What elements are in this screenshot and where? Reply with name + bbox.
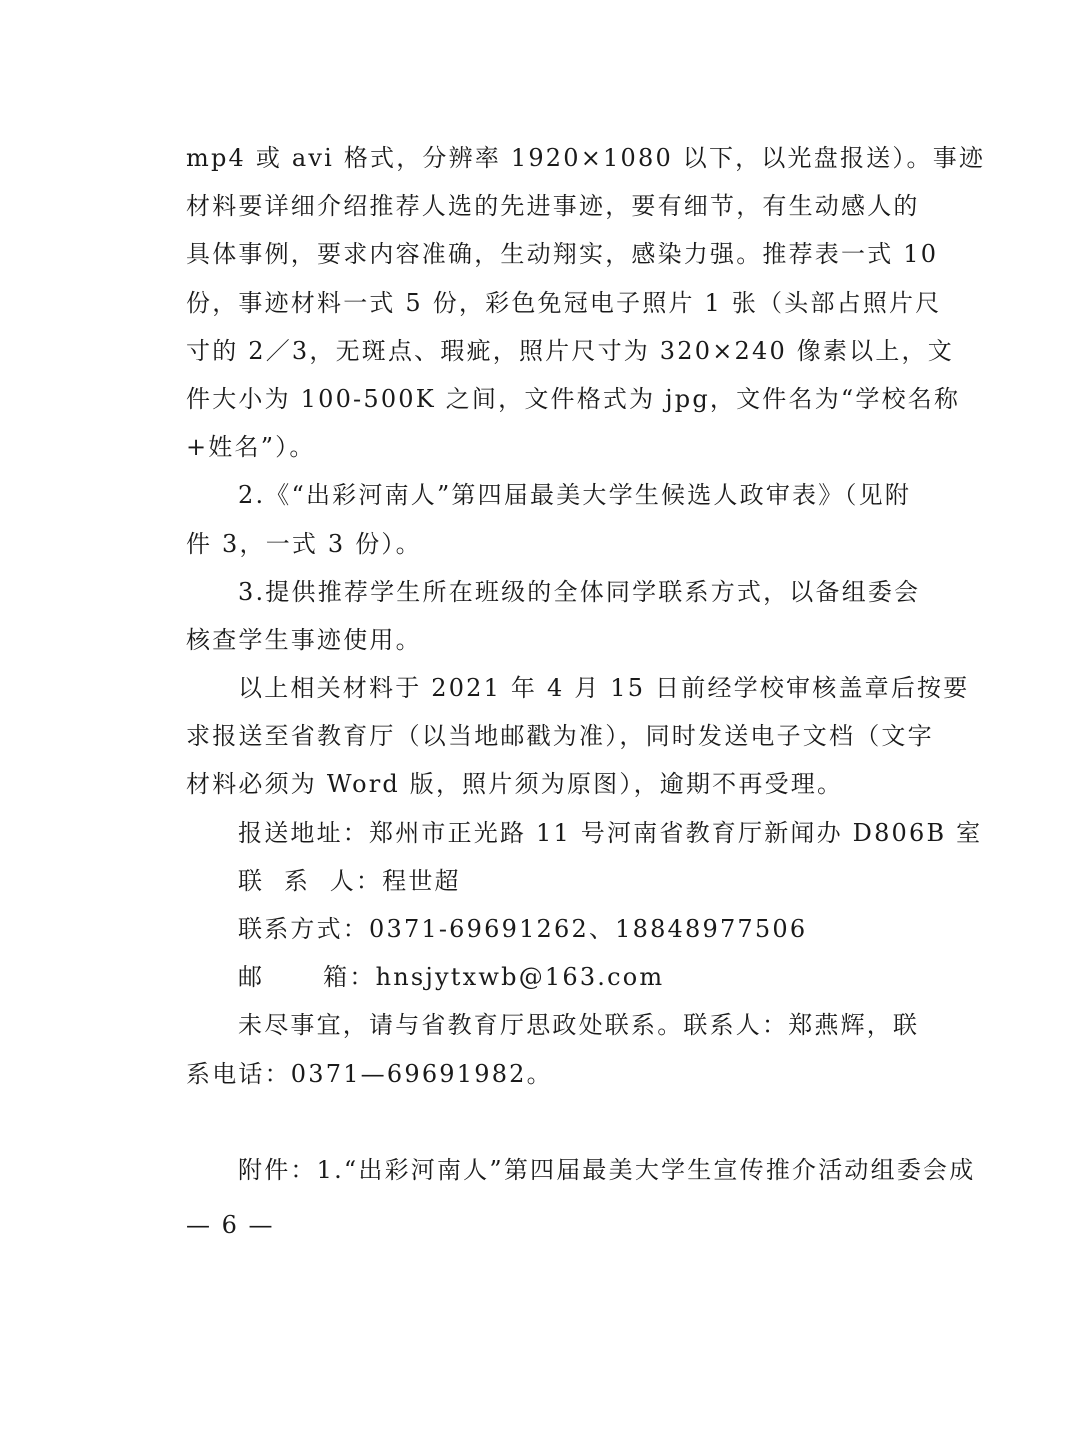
contact-person-line: 联 系 人：程世超 <box>238 866 461 895</box>
paragraph-line: 系电话：0371—69691982。 <box>186 1059 553 1088</box>
email-line: 邮 箱：hnsjytxwb@163.com <box>238 963 665 992</box>
paragraph-line: 核查学生事迹使用。 <box>186 625 422 654</box>
document-body <box>186 134 986 1194</box>
address-line: 报送地址：郑州市正光路 11 号河南省教育厅新闻办 D806B 室 <box>238 818 983 847</box>
paragraph-line: 件 3，一式 3 份）。 <box>186 529 422 558</box>
attachment-line: 附件：1.“出彩河南人”第四届最美大学生宣传推介活动组委会成 <box>238 1155 976 1184</box>
contact-phone-line: 联系方式：0371-69691262、18848977506 <box>238 915 808 943</box>
paragraph-line: 求报送至省教育厅（以当地邮戳为准），同时发送电子文档（文字 <box>186 722 934 751</box>
paragraph-line: +姓名”）。 <box>186 433 316 462</box>
paragraph-line: 件大小为 100-500K 之间，文件格式为 jpg，文件名为“学校名称 <box>186 384 961 413</box>
paragraph-line: 具体事例，要求内容准确，生动翔实，感染力强。推荐表一式 10 <box>186 240 939 269</box>
paragraph-line: mp4 或 avi 格式，分辨率 1920×1080 以下，以光盘报送）。事迹 <box>186 144 986 172</box>
paragraph-line: 3.提供推荐学生所在班级的全体同学联系方式，以备组委会 <box>238 577 921 606</box>
paragraph-line: 寸的 2／3，无斑点、瑕疵，照片尺寸为 320×240 像素以上，文 <box>186 336 954 365</box>
paragraph-line: 未尽事宜，请与省教育厅思政处联系。联系人：郑燕辉，联 <box>238 1011 920 1040</box>
blank-line <box>186 1098 886 1146</box>
paragraph-line: 材料必须为 Word 版，照片须为原图），逾期不再受理。 <box>186 770 844 799</box>
page-number: — 6 — <box>186 1211 275 1239</box>
paragraph-line: 以上相关材料于 2021 年 4 月 15 日前经学校审核盖章后按要 <box>238 674 970 703</box>
paragraph-line: 材料要详细介绍推荐人选的先进事迹，要有细节，有生动感人的 <box>186 192 920 221</box>
paragraph-line: 2.《“出彩河南人”第四届最美大学生候选人政审表》（见附 <box>238 481 912 510</box>
paragraph-line: 份，事迹材料一式 5 份，彩色免冠电子照片 1 张（头部占照片尺 <box>186 288 942 317</box>
